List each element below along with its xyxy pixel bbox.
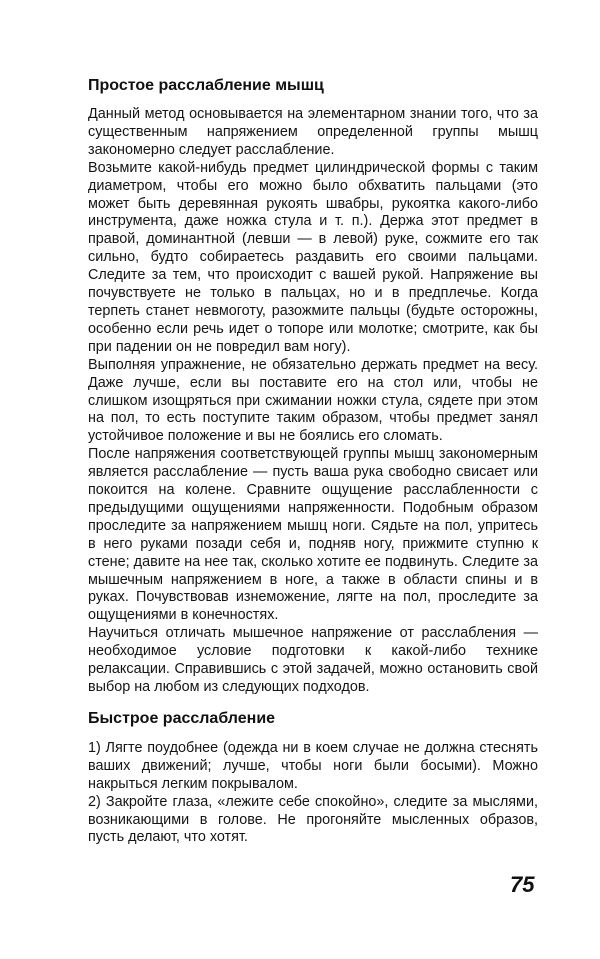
paragraph-3: Выполняя упражнение, не обязательно держать предмет на весу. Даже лучше, если вы поставите его на стол или, чтобы не слишком изощряться при сжимании ножки стула, сядете при этом на пол, то есть поступите таким образом, чтобы предмет занял устойчивое положение и вы не боялись его сломать. [88, 356, 538, 445]
paragraph-1: Данный метод основывается на элементарном знании того, что за существенным напряжением определенной группы мышц закономерно следует расслабление. [88, 106, 538, 158]
paragraph-2: Возьмите какой-нибудь предмет цилиндрической формы с таким диаметром, чтобы его можно было обхватить пальцами (это может быть деревянная рукоять швабры, рукоятка какого-либо инструмента, даже ножка стула и т. п.). Держа этот предмет в правой, доминантной (левши — в левой) руке, сожмите его так сильно, будто собираетесь раздавить его своими пальцами. Следите за тем, что происходит с вашей рукой. Напряжение вы почувствуете не только в пальцах, но и в предплечье. Когда терпеть станет невмоготу, разожмите пальцы (будьте осторожны, особенно если речь идет о топоре или молотке; смотрите, как бы при падении он не повредил вам ногу). [88, 159, 538, 355]
page-number: 75 [510, 872, 535, 897]
list-item-1: 1) Лягте поудобнее (одежда ни в коем случае не должна стеснять ваших движений; лучше, чтобы ноги были босыми). Можно накрыться легким покрывалом. [88, 739, 538, 792]
book-page [88, 76, 538, 847]
paragraph-4: После напряжения соответствующей группы мышц закономерным является расслабление — пусть ваша рука свободно свисает или покоится на колене. Сравните ощущение расслабленности с предыдущими ощущениями напряженности. Подобным образом проследите за напряжением мышц ноги. Сядьте на пол, упритесь в него руками позади себя и, подняв ногу, прижмите ступню к стене; давите на нее так, сколько хотите ее подвинуть. Следите за мышечным напряжением в ноге, а также в области спины и в руках. Почувствовав изнеможение, лягте на пол, проследите за ощущениями в конечностях. [88, 446, 538, 624]
paragraph-5: Научиться отличать мышечное напряжение от расслабления — необходимое условие подготовки к какой-либо технике релаксации. Справившись с этой задачей, можно остановить свой выбор на любом из следующих подходов. [88, 625, 538, 695]
list-item-2: 2) Закройте глаза, «лежите себе спокойно», следите за мыслями, возникающими в голове. Не прогоняйте мысленных образов, пусть делают, что хотят. [88, 793, 538, 846]
section-heading-quick-relaxation: Быстрое расслабление [88, 709, 276, 727]
section-heading-simple-relaxation: Простое расслабление мышц [88, 77, 324, 94]
